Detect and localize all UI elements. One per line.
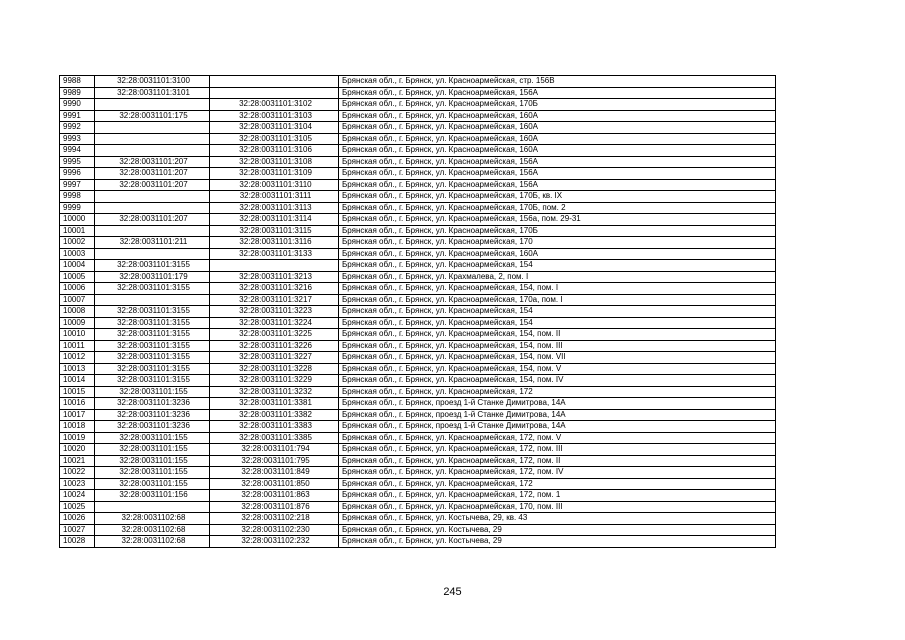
parent-cadastral-number-cell: 32:28:0031101:3155 [95, 317, 210, 329]
registry-table-body [60, 76, 776, 548]
table-row [60, 248, 776, 260]
cadastral-number-cell: 32:28:0031101:3115 [210, 225, 339, 237]
row-number-cell: 10017 [60, 409, 95, 421]
row-number-cell: 10007 [60, 294, 95, 306]
row-number-cell: 10025 [60, 501, 95, 513]
address-cell: Брянская обл., г. Брянск, ул. Красноармейская, 154 [339, 317, 776, 329]
parent-cadastral-number-cell: 32:28:0031101:3155 [95, 340, 210, 352]
row-number-cell: 10010 [60, 329, 95, 341]
table-row [60, 386, 776, 398]
address-cell: Брянская обл., г. Брянск, ул. Красноармейская, 154, пом. II [339, 329, 776, 341]
parent-cadastral-number-cell: 32:28:0031101:207 [95, 214, 210, 226]
address-cell: Брянская обл., г. Брянск, ул. Красноармейская, 154, пом. IV [339, 375, 776, 387]
cadastral-number-cell: 32:28:0031101:3382 [210, 409, 339, 421]
address-cell: Брянская обл., г. Брянск, проезд 1-й Станке Димитрова, 14А [339, 409, 776, 421]
row-number-cell: 10013 [60, 363, 95, 375]
cadastral-number-cell: 32:28:0031101:3108 [210, 156, 339, 168]
row-number-cell: 10015 [60, 386, 95, 398]
address-cell: Брянская обл., г. Брянск, ул. Красноармейская, 172, пом. II [339, 455, 776, 467]
address-cell: Брянская обл., г. Брянск, ул. Красноармейская, 170, пом. III [339, 501, 776, 513]
parent-cadastral-number-cell: 32:28:0031101:3236 [95, 398, 210, 410]
address-cell: Брянская обл., г. Брянск, ул. Красноармейская, 172 [339, 478, 776, 490]
address-cell: Брянская обл., г. Брянск, ул. Красноармейская, 156А [339, 179, 776, 191]
parent-cadastral-number-cell [95, 225, 210, 237]
parent-cadastral-number-cell: 32:28:0031101:179 [95, 271, 210, 283]
table-row [60, 306, 776, 318]
cadastral-number-cell: 32:28:0031101:3104 [210, 122, 339, 134]
cadastral-number-cell: 32:28:0031101:3228 [210, 363, 339, 375]
row-number-cell: 9995 [60, 156, 95, 168]
table-row [60, 122, 776, 134]
address-cell: Брянская обл., г. Брянск, ул. Красноармейская, стр. 156В [339, 76, 776, 88]
parent-cadastral-number-cell: 32:28:0031101:155 [95, 478, 210, 490]
parent-cadastral-number-cell: 32:28:0031101:3236 [95, 421, 210, 433]
parent-cadastral-number-cell: 32:28:0031101:3155 [95, 260, 210, 272]
address-cell: Брянская обл., г. Брянск, ул. Костычева, 29, кв. 43 [339, 513, 776, 525]
row-number-cell: 9996 [60, 168, 95, 180]
address-cell: Брянская обл., г. Брянск, проезд 1-й Станке Димитрова, 14А [339, 398, 776, 410]
row-number-cell: 10003 [60, 248, 95, 260]
cadastral-number-cell: 32:28:0031101:3224 [210, 317, 339, 329]
cadastral-number-cell: 32:28:0031101:794 [210, 444, 339, 456]
parent-cadastral-number-cell: 32:28:0031101:3155 [95, 306, 210, 318]
cadastral-number-cell: 32:28:0031102:230 [210, 524, 339, 536]
row-number-cell: 10026 [60, 513, 95, 525]
row-number-cell: 9988 [60, 76, 95, 88]
address-cell: Брянская обл., г. Брянск, ул. Красноармейская, 156а, пом. 29-31 [339, 214, 776, 226]
parent-cadastral-number-cell: 32:28:0031102:68 [95, 513, 210, 525]
cadastral-number-cell [210, 76, 339, 88]
address-cell: Брянская обл., г. Брянск, ул. Красноармейская, 154, пом. VII [339, 352, 776, 364]
cadastral-number-cell: 32:28:0031101:3116 [210, 237, 339, 249]
table-row [60, 202, 776, 214]
row-number-cell: 10008 [60, 306, 95, 318]
row-number-cell: 10000 [60, 214, 95, 226]
cadastral-number-cell: 32:28:0031101:863 [210, 490, 339, 502]
table-row [60, 225, 776, 237]
parent-cadastral-number-cell: 32:28:0031102:68 [95, 536, 210, 548]
table-row [60, 87, 776, 99]
row-number-cell: 9999 [60, 202, 95, 214]
address-cell: Брянская обл., г. Брянск, ул. Красноармейская, 170Б, кв. IX [339, 191, 776, 203]
parent-cadastral-number-cell [95, 501, 210, 513]
row-number-cell: 10021 [60, 455, 95, 467]
table-row [60, 329, 776, 341]
table-row [60, 398, 776, 410]
row-number-cell: 9997 [60, 179, 95, 191]
row-number-cell: 10006 [60, 283, 95, 295]
cadastral-number-cell: 32:28:0031102:232 [210, 536, 339, 548]
parent-cadastral-number-cell: 32:28:0031101:3155 [95, 375, 210, 387]
table-row [60, 421, 776, 433]
address-cell: Брянская обл., г. Брянск, ул. Красноармейская, 172, пом. IV [339, 467, 776, 479]
cadastral-number-cell: 32:28:0031101:850 [210, 478, 339, 490]
address-cell: Брянская обл., г. Брянск, ул. Красноармейская, 170Б [339, 225, 776, 237]
row-number-cell: 10028 [60, 536, 95, 548]
row-number-cell: 10011 [60, 340, 95, 352]
cadastral-number-cell: 32:28:0031101:3385 [210, 432, 339, 444]
address-cell: Брянская обл., г. Брянск, ул. Красноармейская, 172, пом. III [339, 444, 776, 456]
row-number-cell: 10020 [60, 444, 95, 456]
row-number-cell: 10002 [60, 237, 95, 249]
address-cell: Брянская обл., г. Брянск, ул. Красноармейская, 170а, пом. I [339, 294, 776, 306]
parent-cadastral-number-cell: 32:28:0031101:3155 [95, 363, 210, 375]
address-cell: Брянская обл., г. Брянск, ул. Красноармейская, 170 [339, 237, 776, 249]
row-number-cell: 10009 [60, 317, 95, 329]
address-cell: Брянская обл., г. Брянск, ул. Красноармейская, 154 [339, 306, 776, 318]
table-row [60, 168, 776, 180]
parent-cadastral-number-cell [95, 145, 210, 157]
cadastral-number-cell: 32:28:0031101:3114 [210, 214, 339, 226]
cadastral-number-cell: 32:28:0031101:3102 [210, 99, 339, 111]
address-cell: Брянская обл., г. Брянск, ул. Красноармейская, 156А [339, 156, 776, 168]
address-cell: Брянская обл., г. Брянск, ул. Красноармейская, 154, пом. III [339, 340, 776, 352]
table-row [60, 501, 776, 513]
table-row [60, 145, 776, 157]
parent-cadastral-number-cell: 32:28:0031101:3100 [95, 76, 210, 88]
table-row [60, 110, 776, 122]
cadastral-number-cell: 32:28:0031101:3109 [210, 168, 339, 180]
cadastral-number-cell: 32:28:0031101:3229 [210, 375, 339, 387]
row-number-cell: 10023 [60, 478, 95, 490]
cadastral-number-cell: 32:28:0031101:795 [210, 455, 339, 467]
parent-cadastral-number-cell [95, 248, 210, 260]
table-row [60, 294, 776, 306]
cadastral-number-cell: 32:28:0031101:3213 [210, 271, 339, 283]
address-cell: Брянская обл., г. Брянск, ул. Красноармейская, 170Б, пом. 2 [339, 202, 776, 214]
table-row [60, 99, 776, 111]
parent-cadastral-number-cell: 32:28:0031101:207 [95, 168, 210, 180]
address-cell: Брянская обл., г. Брянск, ул. Красноармейская, 154 [339, 260, 776, 272]
cadastral-number-cell: 32:28:0031101:3111 [210, 191, 339, 203]
address-cell: Брянская обл., г. Брянск, ул. Красноармейская, 160А [339, 248, 776, 260]
table-row [60, 271, 776, 283]
parent-cadastral-number-cell: 32:28:0031101:211 [95, 237, 210, 249]
page-number: 245 [443, 586, 462, 598]
registry-table [59, 75, 776, 548]
cadastral-number-cell: 32:28:0031101:849 [210, 467, 339, 479]
parent-cadastral-number-cell [95, 122, 210, 134]
parent-cadastral-number-cell: 32:28:0031101:3155 [95, 283, 210, 295]
table-row [60, 409, 776, 421]
parent-cadastral-number-cell: 32:28:0031101:155 [95, 455, 210, 467]
row-number-cell: 10018 [60, 421, 95, 433]
address-cell: Брянская обл., г. Брянск, ул. Красноармейская, 172, пом. 1 [339, 490, 776, 502]
row-number-cell: 10014 [60, 375, 95, 387]
table-row [60, 352, 776, 364]
row-number-cell: 10012 [60, 352, 95, 364]
address-cell: Брянская обл., г. Брянск, ул. Красноармейская, 170Б [339, 99, 776, 111]
table-row [60, 490, 776, 502]
parent-cadastral-number-cell: 32:28:0031102:68 [95, 524, 210, 536]
parent-cadastral-number-cell: 32:28:0031101:3155 [95, 352, 210, 364]
address-cell: Брянская обл., г. Брянск, ул. Красноармейская, 154, пом. I [339, 283, 776, 295]
cadastral-number-cell: 32:28:0031101:3217 [210, 294, 339, 306]
cadastral-number-cell: 32:28:0031101:3383 [210, 421, 339, 433]
cadastral-number-cell: 32:28:0031101:3226 [210, 340, 339, 352]
parent-cadastral-number-cell [95, 99, 210, 111]
row-number-cell: 9993 [60, 133, 95, 145]
address-cell: Брянская обл., г. Брянск, ул. Красноармейская, 154, пом. V [339, 363, 776, 375]
row-number-cell: 9998 [60, 191, 95, 203]
table-row [60, 432, 776, 444]
table-row [60, 455, 776, 467]
address-cell: Брянская обл., г. Брянск, ул. Красноармейская, 156А [339, 168, 776, 180]
table-row [60, 191, 776, 203]
address-cell: Брянская обл., г. Брянск, ул. Красноармейская, 172 [339, 386, 776, 398]
parent-cadastral-number-cell: 32:28:0031101:155 [95, 467, 210, 479]
table-row [60, 214, 776, 226]
cadastral-number-cell: 32:28:0031101:3381 [210, 398, 339, 410]
parent-cadastral-number-cell [95, 294, 210, 306]
address-cell: Брянская обл., г. Брянск, ул. Костычева, 29 [339, 524, 776, 536]
row-number-cell: 9994 [60, 145, 95, 157]
cadastral-number-cell: 32:28:0031101:3227 [210, 352, 339, 364]
cadastral-number-cell: 32:28:0031102:218 [210, 513, 339, 525]
row-number-cell: 10005 [60, 271, 95, 283]
table-row [60, 524, 776, 536]
table-row [60, 363, 776, 375]
row-number-cell: 9990 [60, 99, 95, 111]
cadastral-number-cell [210, 87, 339, 99]
address-cell: Брянская обл., г. Брянск, ул. Красноармейская, 160А [339, 133, 776, 145]
parent-cadastral-number-cell: 32:28:0031101:3101 [95, 87, 210, 99]
row-number-cell: 9989 [60, 87, 95, 99]
address-cell: Брянская обл., г. Брянск, ул. Красноармейская, 160А [339, 110, 776, 122]
parent-cadastral-number-cell: 32:28:0031101:155 [95, 386, 210, 398]
address-cell: Брянская обл., г. Брянск, ул. Красноармейская, 160А [339, 145, 776, 157]
cadastral-number-cell: 32:28:0031101:3103 [210, 110, 339, 122]
parent-cadastral-number-cell [95, 191, 210, 203]
cadastral-number-cell: 32:28:0031101:3106 [210, 145, 339, 157]
row-number-cell: 10001 [60, 225, 95, 237]
table-row [60, 513, 776, 525]
table-row [60, 317, 776, 329]
row-number-cell: 10019 [60, 432, 95, 444]
table-row [60, 340, 776, 352]
parent-cadastral-number-cell: 32:28:0031101:207 [95, 156, 210, 168]
cadastral-number-cell: 32:28:0031101:3216 [210, 283, 339, 295]
table-row [60, 237, 776, 249]
row-number-cell: 10004 [60, 260, 95, 272]
table-row [60, 260, 776, 272]
table-row [60, 156, 776, 168]
row-number-cell: 9992 [60, 122, 95, 134]
parent-cadastral-number-cell: 32:28:0031101:207 [95, 179, 210, 191]
cadastral-number-cell: 32:28:0031101:3232 [210, 386, 339, 398]
table-row [60, 444, 776, 456]
address-cell: Брянская обл., г. Брянск, ул. Красноармейская, 160А [339, 122, 776, 134]
cadastral-number-cell: 32:28:0031101:3223 [210, 306, 339, 318]
parent-cadastral-number-cell: 32:28:0031101:3236 [95, 409, 210, 421]
cadastral-number-cell: 32:28:0031101:876 [210, 501, 339, 513]
address-cell: Брянская обл., г. Брянск, ул. Красноармейская, 172, пом. V [339, 432, 776, 444]
row-number-cell: 10022 [60, 467, 95, 479]
parent-cadastral-number-cell: 32:28:0031101:3155 [95, 329, 210, 341]
row-number-cell: 10024 [60, 490, 95, 502]
parent-cadastral-number-cell: 32:28:0031101:175 [95, 110, 210, 122]
cadastral-number-cell: 32:28:0031101:3113 [210, 202, 339, 214]
parent-cadastral-number-cell [95, 202, 210, 214]
table-row [60, 76, 776, 88]
parent-cadastral-number-cell [95, 133, 210, 145]
cadastral-number-cell: 32:28:0031101:3225 [210, 329, 339, 341]
address-cell: Брянская обл., г. Брянск, ул. Красноармейская, 156А [339, 87, 776, 99]
parent-cadastral-number-cell: 32:28:0031101:155 [95, 432, 210, 444]
cadastral-number-cell: 32:28:0031101:3105 [210, 133, 339, 145]
parent-cadastral-number-cell: 32:28:0031101:156 [95, 490, 210, 502]
address-cell: Брянская обл., г. Брянск, ул. Крахмалева, 2, пом. I [339, 271, 776, 283]
cadastral-number-cell [210, 260, 339, 272]
parent-cadastral-number-cell: 32:28:0031101:155 [95, 444, 210, 456]
table-row [60, 536, 776, 548]
cadastral-number-cell: 32:28:0031101:3133 [210, 248, 339, 260]
table-row [60, 375, 776, 387]
address-cell: Брянская обл., г. Брянск, проезд 1-й Станке Димитрова, 14А [339, 421, 776, 433]
table-row [60, 133, 776, 145]
address-cell: Брянская обл., г. Брянск, ул. Костычева, 29 [339, 536, 776, 548]
row-number-cell: 9991 [60, 110, 95, 122]
table-row [60, 467, 776, 479]
row-number-cell: 10027 [60, 524, 95, 536]
table-row [60, 283, 776, 295]
table-row [60, 179, 776, 191]
cadastral-number-cell: 32:28:0031101:3110 [210, 179, 339, 191]
row-number-cell: 10016 [60, 398, 95, 410]
table-row [60, 478, 776, 490]
